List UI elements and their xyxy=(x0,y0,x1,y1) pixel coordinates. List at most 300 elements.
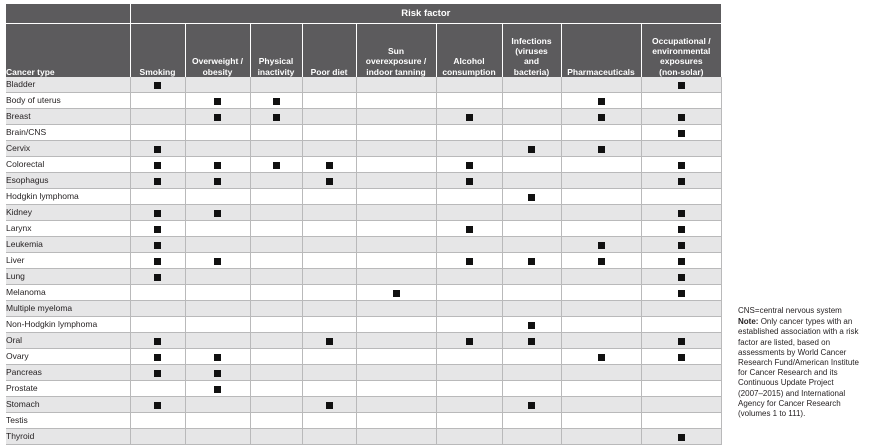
cancer-type-cell: Oral xyxy=(6,333,130,349)
note-line: factor are listed, based on xyxy=(738,337,831,347)
risk-cell xyxy=(436,349,502,365)
table-row xyxy=(6,77,721,93)
risk-cell xyxy=(250,141,302,157)
risk-cell xyxy=(185,221,250,237)
risk-cell xyxy=(130,301,185,317)
association-marker-icon xyxy=(214,370,221,377)
column-header-line: and xyxy=(523,56,540,67)
risk-cell xyxy=(436,365,502,381)
risk-cell xyxy=(356,237,436,253)
abbreviation-note: CNS=central nervous system xyxy=(738,306,842,315)
risk-cell xyxy=(561,365,641,381)
risk-cell xyxy=(250,221,302,237)
risk-cell xyxy=(250,253,302,269)
risk-cell xyxy=(641,93,721,109)
risk-cell xyxy=(561,397,641,413)
risk-cell xyxy=(250,413,302,429)
risk-cell xyxy=(356,317,436,333)
column-header-line: consumption xyxy=(442,66,496,77)
risk-factor-group-header: Risk factor xyxy=(130,4,721,24)
risk-cell xyxy=(502,397,561,413)
association-marker-icon xyxy=(214,162,221,169)
column-header-line: Overweight / xyxy=(191,56,243,67)
risk-cell xyxy=(250,429,302,445)
risk-cell xyxy=(356,285,436,301)
risk-cell xyxy=(502,301,561,317)
risk-cell xyxy=(641,301,721,317)
risk-cell xyxy=(250,269,302,285)
association-marker-icon xyxy=(326,162,333,169)
column-header-line: inactivity xyxy=(257,66,295,77)
association-marker-icon xyxy=(598,354,605,361)
risk-cell xyxy=(250,381,302,397)
cancer-type-cell: Esophagus xyxy=(6,173,130,189)
cancer-type-header: Cancer type xyxy=(6,24,130,78)
column-header-line: (non-solar) xyxy=(659,66,704,77)
risk-cell xyxy=(130,125,185,141)
column-header-line: Infections xyxy=(511,35,552,46)
note-line: for Cancer Research and its xyxy=(738,368,838,378)
column-header-line: overexposure / xyxy=(365,56,427,67)
column-header-line: Alcohol xyxy=(453,56,485,67)
risk-cell xyxy=(502,157,561,173)
risk-cell xyxy=(250,301,302,317)
risk-cell xyxy=(436,269,502,285)
risk-cell xyxy=(436,381,502,397)
risk-cell xyxy=(641,237,721,253)
risk-cell xyxy=(561,189,641,205)
risk-cell xyxy=(641,173,721,189)
risk-cell xyxy=(185,125,250,141)
table-body xyxy=(6,77,721,445)
risk-cell xyxy=(641,205,721,221)
association-marker-icon xyxy=(678,258,685,265)
risk-cell xyxy=(130,413,185,429)
association-marker-icon xyxy=(678,82,685,89)
risk-factor-table xyxy=(6,4,722,445)
association-marker-icon xyxy=(214,98,221,105)
risk-cell xyxy=(302,141,356,157)
cancer-type-cell: Prostate xyxy=(6,381,130,397)
association-marker-icon xyxy=(466,338,473,345)
source-note xyxy=(738,317,874,419)
column-header-line: Occupational / xyxy=(652,35,711,46)
risk-cell xyxy=(641,349,721,365)
risk-factor-column-header xyxy=(502,24,561,78)
association-marker-icon xyxy=(678,226,685,233)
risk-cell xyxy=(250,125,302,141)
risk-cell xyxy=(502,237,561,253)
column-header-line: (viruses xyxy=(515,45,548,56)
risk-cell xyxy=(436,221,502,237)
risk-cell xyxy=(302,333,356,349)
association-marker-icon xyxy=(154,354,161,361)
risk-factor-column-header xyxy=(561,24,641,78)
risk-cell xyxy=(250,333,302,349)
risk-cell xyxy=(436,125,502,141)
risk-cell xyxy=(185,205,250,221)
risk-cell xyxy=(250,397,302,413)
risk-cell xyxy=(641,365,721,381)
risk-cell xyxy=(436,157,502,173)
risk-cell xyxy=(185,173,250,189)
association-marker-icon xyxy=(678,338,685,345)
risk-cell xyxy=(436,237,502,253)
column-header-line: Pharmaceuticals xyxy=(567,66,635,77)
association-marker-icon xyxy=(154,162,161,169)
risk-cell xyxy=(302,237,356,253)
risk-cell xyxy=(436,397,502,413)
risk-cell xyxy=(356,93,436,109)
risk-cell xyxy=(641,125,721,141)
risk-cell xyxy=(561,125,641,141)
cancer-type-cell: Multiple myeloma xyxy=(6,301,130,317)
note-text xyxy=(738,317,859,418)
association-marker-icon xyxy=(326,402,333,409)
association-marker-icon xyxy=(678,130,685,137)
risk-cell xyxy=(436,109,502,125)
risk-cell xyxy=(502,125,561,141)
table-row xyxy=(6,93,721,109)
association-marker-icon xyxy=(326,338,333,345)
column-header-line: Sun xyxy=(387,45,405,56)
risk-cell xyxy=(250,93,302,109)
cancer-type-cell: Non-Hodgkin lymphoma xyxy=(6,317,130,333)
risk-cell xyxy=(302,269,356,285)
risk-cell xyxy=(185,189,250,205)
risk-cell xyxy=(130,285,185,301)
risk-cell xyxy=(561,429,641,445)
table-row xyxy=(6,221,721,237)
cancer-type-cell: Cervix xyxy=(6,141,130,157)
note-line: (volumes 1 to 111). xyxy=(738,409,806,419)
risk-cell xyxy=(561,237,641,253)
table-row xyxy=(6,125,721,141)
note-line: assessments by World Cancer xyxy=(738,347,847,357)
table-row xyxy=(6,365,721,381)
cancer-type-cell: Melanoma xyxy=(6,285,130,301)
risk-cell xyxy=(641,109,721,125)
association-marker-icon xyxy=(528,194,535,201)
risk-cell xyxy=(185,365,250,381)
association-marker-icon xyxy=(678,178,685,185)
cancer-type-cell: Ovary xyxy=(6,349,130,365)
risk-cell xyxy=(356,381,436,397)
association-marker-icon xyxy=(678,242,685,249)
risk-cell xyxy=(502,205,561,221)
association-marker-icon xyxy=(154,258,161,265)
association-marker-icon xyxy=(528,258,535,265)
risk-cell xyxy=(130,269,185,285)
risk-cell xyxy=(502,269,561,285)
risk-cell xyxy=(302,381,356,397)
association-marker-icon xyxy=(393,290,400,297)
risk-factor-column-header xyxy=(130,24,185,78)
risk-cell xyxy=(561,109,641,125)
risk-cell xyxy=(641,381,721,397)
table-row xyxy=(6,269,721,285)
risk-cell xyxy=(356,141,436,157)
risk-cell xyxy=(130,93,185,109)
risk-cell xyxy=(502,253,561,269)
risk-cell xyxy=(502,109,561,125)
risk-cell xyxy=(130,189,185,205)
risk-cell xyxy=(130,365,185,381)
risk-cell xyxy=(302,397,356,413)
cancer-type-cell: Bladder xyxy=(6,77,130,93)
risk-cell xyxy=(641,77,721,93)
risk-cell xyxy=(185,333,250,349)
cancer-type-cell: Liver xyxy=(6,253,130,269)
risk-cell xyxy=(185,317,250,333)
cancer-type-cell: Stomach xyxy=(6,397,130,413)
risk-cell xyxy=(130,173,185,189)
association-marker-icon xyxy=(214,354,221,361)
risk-cell xyxy=(185,253,250,269)
risk-cell xyxy=(185,413,250,429)
cancer-type-cell: Testis xyxy=(6,413,130,429)
risk-cell xyxy=(130,397,185,413)
association-marker-icon xyxy=(273,98,280,105)
association-marker-icon xyxy=(598,98,605,105)
risk-cell xyxy=(250,173,302,189)
association-marker-icon xyxy=(466,258,473,265)
association-marker-icon xyxy=(678,114,685,121)
cancer-type-cell: Body of uterus xyxy=(6,93,130,109)
risk-cell xyxy=(561,157,641,173)
risk-cell xyxy=(502,189,561,205)
risk-cell xyxy=(436,173,502,189)
cancer-type-cell: Hodgkin lymphoma xyxy=(6,189,130,205)
cancer-type-cell: Thyroid xyxy=(6,429,130,445)
column-header-line: obesity xyxy=(202,66,233,77)
risk-cell xyxy=(641,429,721,445)
risk-cell xyxy=(302,109,356,125)
risk-cell xyxy=(302,125,356,141)
association-marker-icon xyxy=(154,242,161,249)
cancer-type-cell: Pancreas xyxy=(6,365,130,381)
note-line: Continuous Update Project xyxy=(738,378,834,388)
table-row xyxy=(6,109,721,125)
risk-cell xyxy=(185,269,250,285)
risk-cell xyxy=(302,365,356,381)
risk-cell xyxy=(561,221,641,237)
column-header-line: Physical xyxy=(258,56,294,67)
note-line: Research Fund/American Institute xyxy=(738,358,859,368)
risk-cell xyxy=(641,189,721,205)
association-marker-icon xyxy=(214,114,221,121)
note-line: (2007–2015) and International xyxy=(738,388,846,398)
risk-cell xyxy=(250,205,302,221)
risk-cell xyxy=(502,413,561,429)
risk-cell xyxy=(561,301,641,317)
risk-cell xyxy=(641,397,721,413)
association-marker-icon xyxy=(214,258,221,265)
risk-cell xyxy=(302,77,356,93)
association-marker-icon xyxy=(154,226,161,233)
risk-cell xyxy=(502,349,561,365)
association-marker-icon xyxy=(598,146,605,153)
association-marker-icon xyxy=(154,82,161,89)
risk-cell xyxy=(356,205,436,221)
table-row xyxy=(6,173,721,189)
risk-cell xyxy=(561,317,641,333)
association-marker-icon xyxy=(598,114,605,121)
risk-cell xyxy=(356,429,436,445)
risk-cell xyxy=(641,253,721,269)
risk-cell xyxy=(130,317,185,333)
risk-cell xyxy=(185,77,250,93)
table-row xyxy=(6,301,721,317)
risk-cell xyxy=(185,429,250,445)
risk-cell xyxy=(130,253,185,269)
risk-cell xyxy=(502,429,561,445)
risk-factor-column-header xyxy=(185,24,250,78)
association-marker-icon xyxy=(466,114,473,121)
association-marker-icon xyxy=(678,162,685,169)
risk-cell xyxy=(561,333,641,349)
risk-cell xyxy=(356,413,436,429)
risk-cell xyxy=(641,413,721,429)
risk-cell xyxy=(561,77,641,93)
risk-cell xyxy=(356,221,436,237)
risk-cell xyxy=(641,269,721,285)
note-line: Agency for Cancer Research xyxy=(738,398,841,408)
risk-cell xyxy=(356,77,436,93)
risk-cell xyxy=(561,93,641,109)
risk-cell xyxy=(356,157,436,173)
risk-cell xyxy=(502,365,561,381)
group-header-row xyxy=(6,4,721,24)
association-marker-icon xyxy=(466,162,473,169)
column-header-row xyxy=(6,24,721,78)
risk-cell xyxy=(641,285,721,301)
risk-cell xyxy=(130,333,185,349)
risk-cell xyxy=(561,205,641,221)
column-header-line: indoor tanning xyxy=(366,66,426,77)
column-header-line: exposures xyxy=(660,56,703,67)
risk-cell xyxy=(561,413,641,429)
risk-cell xyxy=(561,141,641,157)
table-row xyxy=(6,237,721,253)
risk-cell xyxy=(250,157,302,173)
risk-cell xyxy=(436,285,502,301)
risk-cell xyxy=(130,141,185,157)
association-marker-icon xyxy=(466,178,473,185)
association-marker-icon xyxy=(154,338,161,345)
risk-cell xyxy=(250,349,302,365)
risk-cell xyxy=(502,221,561,237)
association-marker-icon xyxy=(326,178,333,185)
association-marker-icon xyxy=(678,290,685,297)
risk-cell xyxy=(302,301,356,317)
cancer-type-cell: Brain/CNS xyxy=(6,125,130,141)
group-header-spacer xyxy=(6,4,130,24)
risk-cell xyxy=(250,109,302,125)
table-row xyxy=(6,381,721,397)
risk-cell xyxy=(436,189,502,205)
risk-cell xyxy=(356,301,436,317)
risk-cell xyxy=(356,189,436,205)
risk-cell xyxy=(250,365,302,381)
risk-cell xyxy=(641,317,721,333)
risk-cell xyxy=(185,285,250,301)
risk-cell xyxy=(502,317,561,333)
association-marker-icon xyxy=(528,322,535,329)
risk-cell xyxy=(250,285,302,301)
cancer-type-cell: Breast xyxy=(6,109,130,125)
risk-cell xyxy=(130,109,185,125)
risk-cell xyxy=(130,381,185,397)
risk-cell xyxy=(302,157,356,173)
table-row xyxy=(6,333,721,349)
note-line: Only cancer types with an xyxy=(760,317,853,327)
association-marker-icon xyxy=(528,402,535,409)
association-marker-icon xyxy=(678,210,685,217)
risk-cell xyxy=(185,157,250,173)
risk-cell xyxy=(502,333,561,349)
association-marker-icon xyxy=(466,226,473,233)
risk-cell xyxy=(185,93,250,109)
risk-cell xyxy=(356,333,436,349)
risk-cell xyxy=(130,429,185,445)
table-row xyxy=(6,349,721,365)
risk-cell xyxy=(502,93,561,109)
risk-cell xyxy=(436,413,502,429)
risk-factor-column-header xyxy=(250,24,302,78)
table-row xyxy=(6,317,721,333)
risk-cell xyxy=(641,221,721,237)
table-row xyxy=(6,413,721,429)
association-marker-icon xyxy=(154,402,161,409)
risk-cell xyxy=(185,301,250,317)
risk-cell xyxy=(561,349,641,365)
risk-cell xyxy=(130,349,185,365)
risk-cell xyxy=(436,253,502,269)
column-header-line: Smoking xyxy=(139,66,176,77)
risk-cell xyxy=(185,141,250,157)
note-line: established association with a risk xyxy=(738,327,859,337)
risk-cell xyxy=(641,141,721,157)
risk-factor-column-header xyxy=(641,24,721,78)
association-marker-icon xyxy=(273,162,280,169)
table-row xyxy=(6,189,721,205)
table-row xyxy=(6,397,721,413)
risk-cell xyxy=(502,141,561,157)
risk-cell xyxy=(302,253,356,269)
risk-cell xyxy=(502,285,561,301)
association-marker-icon xyxy=(154,178,161,185)
risk-cell xyxy=(436,93,502,109)
association-marker-icon xyxy=(528,338,535,345)
risk-cell xyxy=(561,173,641,189)
risk-cell xyxy=(561,285,641,301)
risk-cell xyxy=(130,221,185,237)
risk-cell xyxy=(356,397,436,413)
risk-cell xyxy=(130,157,185,173)
risk-cell xyxy=(502,77,561,93)
cancer-type-cell: Colorectal xyxy=(6,157,130,173)
risk-cell xyxy=(302,205,356,221)
risk-cell xyxy=(436,317,502,333)
risk-cell xyxy=(302,221,356,237)
table-row xyxy=(6,429,721,445)
risk-cell xyxy=(436,301,502,317)
table-row xyxy=(6,253,721,269)
association-marker-icon xyxy=(678,354,685,361)
risk-cell xyxy=(302,349,356,365)
cancer-type-cell: Leukemia xyxy=(6,237,130,253)
